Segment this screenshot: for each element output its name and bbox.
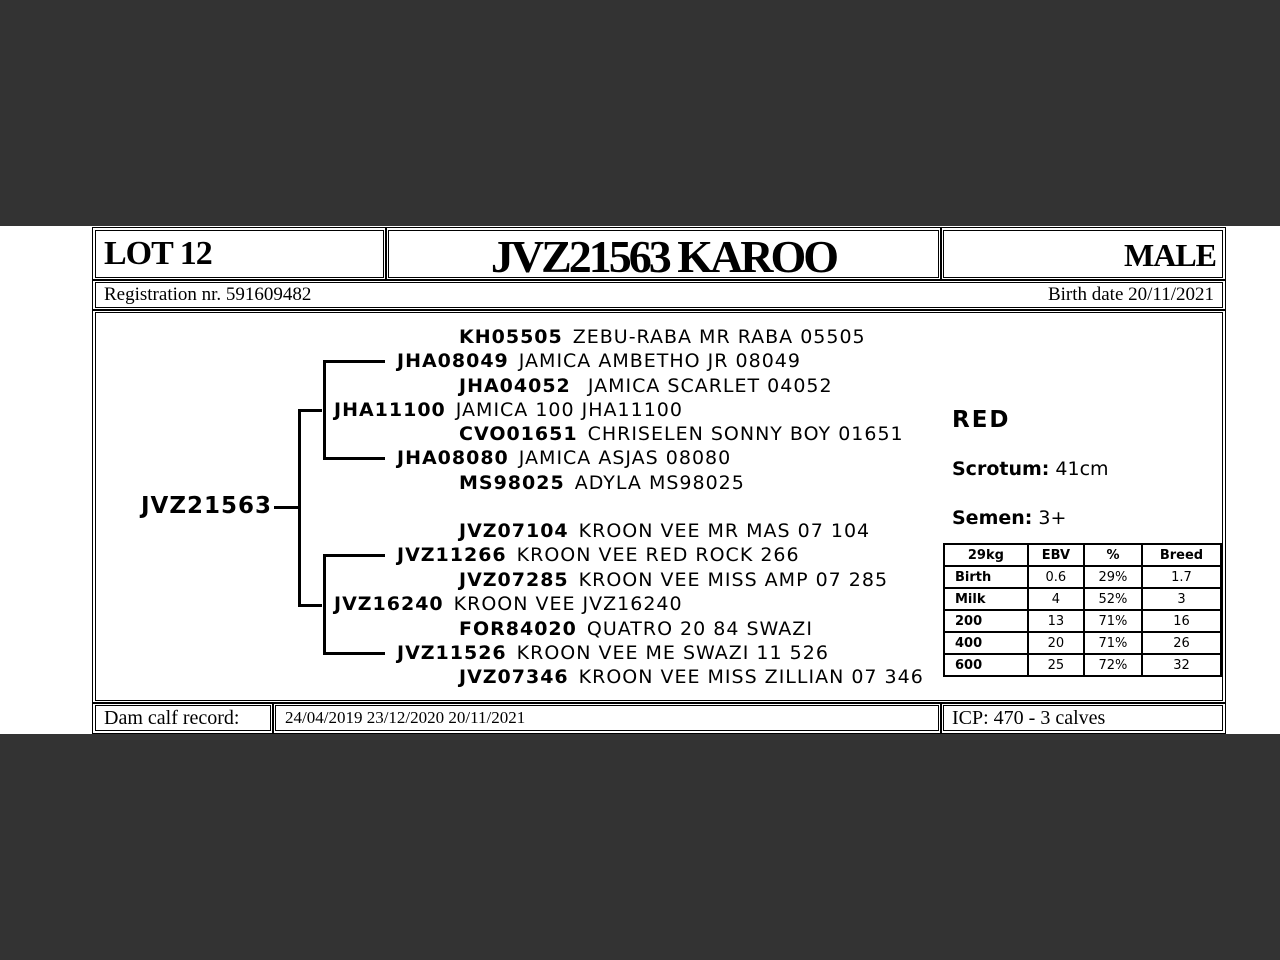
ebv-row	[944, 632, 1221, 654]
registration-number: Registration nr. 591609482	[104, 284, 312, 305]
ebv-header: Breed	[1142, 544, 1221, 566]
sire-connector	[298, 409, 322, 412]
ebv-cell: 26	[1142, 632, 1221, 654]
ebv-cell: 13	[1028, 610, 1084, 632]
ebv-cell: 400	[944, 632, 1028, 654]
ebv-cell: 16	[1142, 610, 1221, 632]
ebv-row	[944, 654, 1221, 676]
ebv-cell: Birth	[944, 566, 1028, 588]
ped-sire-sire-sire: KH05505 ZEBU-RABA MR RABA 05505	[459, 326, 866, 348]
pedigree-subject: JVZ21563	[141, 493, 273, 519]
ped-sire-dam-dam: MS98025 ADYLA MS98025	[459, 472, 745, 494]
ped-dam-sire-sire: JVZ07104 KROON VEE MR MAS 07 104	[459, 520, 871, 542]
coat-color: RED	[952, 407, 1011, 433]
lot-number: LOT 12	[104, 235, 212, 272]
ebv-header: EBV	[1028, 544, 1084, 566]
sex-box	[943, 230, 1223, 278]
dam-calf-label: Dam calf record:	[104, 707, 240, 729]
subject-connector	[274, 506, 300, 509]
ped-sire-dam: JHA08080 JAMICA ASJAS 08080	[397, 447, 732, 469]
ebv-cell: 29%	[1084, 566, 1142, 588]
ebv-cell: 4	[1028, 588, 1084, 610]
dam-calf-record-box	[275, 705, 939, 731]
ebv-header: %	[1084, 544, 1142, 566]
ebv-cell: 3	[1142, 588, 1221, 610]
ped-sire-sire-dam: JHA04052 JAMICA SCARLET 04052	[459, 375, 833, 397]
semen-row: Semen: 3+	[952, 507, 1067, 529]
icp-box	[943, 705, 1223, 731]
ped-sire: JHA11100 JAMICA 100 JHA11100	[334, 399, 683, 421]
main-bracket-vertical	[298, 409, 301, 607]
ped-dam-dam-sire: FOR84020 QUATRO 20 84 SWAZI	[459, 618, 813, 640]
ebv-cell: 52%	[1084, 588, 1142, 610]
ped-dam-dam: JVZ11526 KROON VEE ME SWAZI 11 526	[397, 642, 829, 664]
ped-dam: JVZ16240 KROON VEE JVZ16240	[334, 593, 683, 615]
ped-dam-sire: JVZ11266 KROON VEE RED ROCK 266	[397, 544, 800, 566]
ebv-cell: 72%	[1084, 654, 1142, 676]
ebv-row	[944, 610, 1221, 632]
animal-sex: MALE	[1124, 237, 1216, 273]
ebv-header: 29kg	[944, 544, 1028, 566]
pedigree-box	[95, 312, 1223, 701]
ebv-cell: 1.7	[1142, 566, 1221, 588]
ebv-header-row	[944, 544, 1221, 566]
dam-dam-connector	[323, 652, 385, 655]
ped-dam-dam-dam: JVZ07346 KROON VEE MISS ZILLIAN 07 346	[459, 666, 924, 688]
sire-bracket-vertical	[323, 360, 326, 460]
title-box	[388, 230, 939, 282]
dam-calf-dates: 24/04/2019 23/12/2020 20/11/2021	[285, 708, 526, 727]
ped-dam-sire-dam: JVZ07285 KROON VEE MISS AMP 07 285	[459, 569, 889, 591]
registration-row	[95, 282, 1223, 308]
dam-connector	[298, 604, 322, 607]
sire-sire-connector	[323, 360, 385, 363]
ebv-cell: 200	[944, 610, 1028, 632]
ebv-cell: 71%	[1084, 632, 1142, 654]
lot-box	[95, 230, 384, 278]
ebv-cell: 25	[1028, 654, 1084, 676]
ebv-row	[944, 566, 1221, 588]
ebv-cell: 600	[944, 654, 1028, 676]
ebv-cell: 32	[1142, 654, 1221, 676]
ped-sire-dam-sire: CVO01651 CHRISELEN SONNY BOY 01651	[459, 423, 904, 445]
scrotum-row: Scrotum: 41cm	[952, 458, 1109, 480]
birth-date: Birth date 20/11/2021	[1047, 284, 1214, 305]
ebv-table	[943, 543, 1222, 677]
ped-sire-sire: JHA08049 JAMICA AMBETHO JR 08049	[397, 350, 801, 372]
lot-sheet	[0, 226, 1280, 734]
ebv-cell: 71%	[1084, 610, 1142, 632]
dam-sire-connector	[323, 554, 385, 557]
icp-value: ICP: 470 - 3 calves	[952, 707, 1106, 729]
ebv-row	[944, 588, 1221, 610]
dam-bracket-vertical	[323, 554, 326, 655]
ebv-cell: 20	[1028, 632, 1084, 654]
animal-title: JVZ21563 KAROO	[490, 231, 837, 282]
ebv-cell: Milk	[944, 588, 1028, 610]
dam-calf-label-box	[95, 705, 271, 731]
sire-dam-connector	[323, 457, 385, 460]
ebv-cell: 0.6	[1028, 566, 1084, 588]
